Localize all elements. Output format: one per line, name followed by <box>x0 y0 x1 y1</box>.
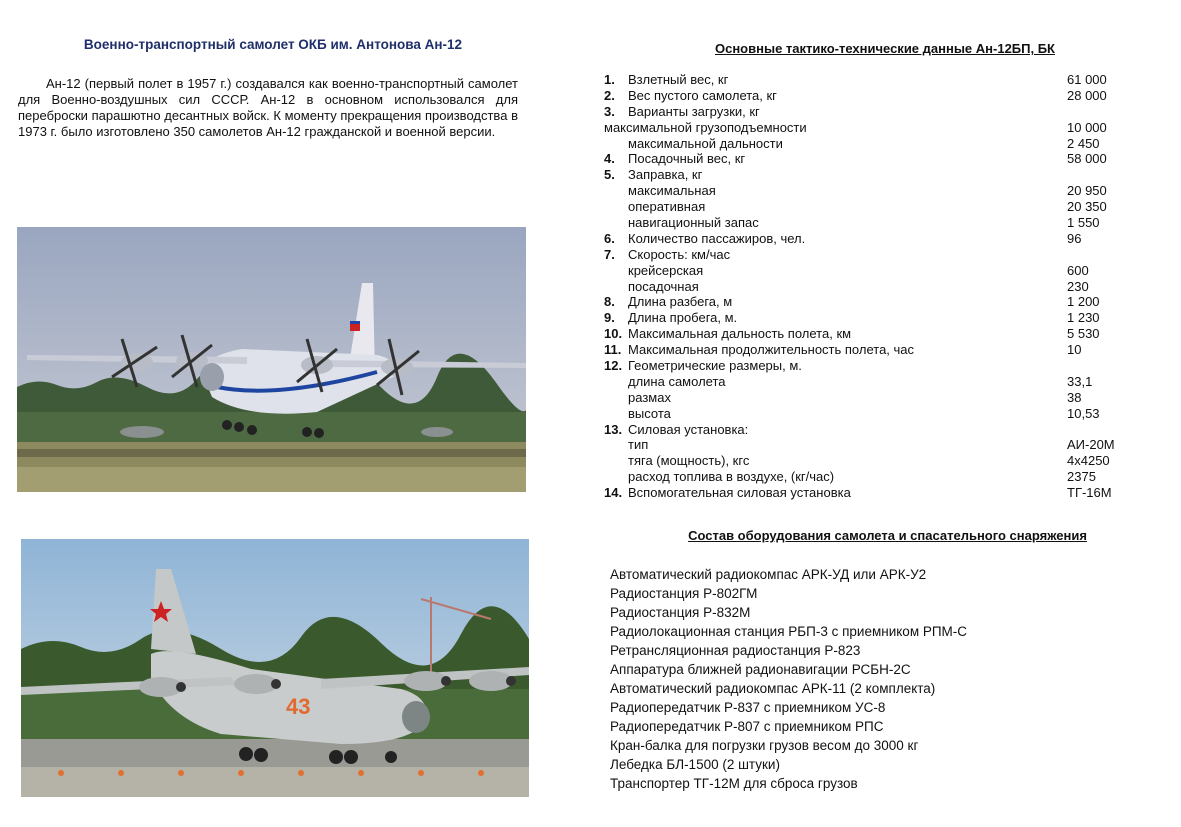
spec-value: 20 350 <box>1067 199 1107 215</box>
intro-paragraph: Ан-12 (первый полет в 1957 г.) создавался как военно-транспортный самолет для Военно-воздушных сил СССР. Ан-12 в основном использовался для переброски парашютно десантных войск. К моменту прекращения производства в 1973 г. было изготовлено 350 самолетов Ан-12 гражданской и военной версии. <box>18 76 518 139</box>
spec-number: 1. <box>604 72 615 87</box>
spec-value: 1 200 <box>1067 294 1100 310</box>
spec-row <box>604 199 1164 215</box>
spec-label: навигационный запас <box>628 215 759 231</box>
spec-number: 5. <box>604 167 615 183</box>
spec-row <box>604 422 1164 438</box>
spec-label: посадочная <box>628 278 699 294</box>
spec-row <box>604 167 1164 183</box>
equipment-item: Радиопередатчик Р-807 с приемником РПС <box>610 719 884 734</box>
spec-number: 4. <box>604 151 615 167</box>
spec-value: 230 <box>1067 278 1089 294</box>
spec-row <box>604 326 1164 342</box>
spec-label: высота <box>628 405 671 421</box>
spec-row <box>604 279 1164 295</box>
spec-label: Длина разбега, м <box>628 294 733 310</box>
spec-row <box>604 469 1164 485</box>
equipment-item: Лебедка БЛ-1500 (2 штуки) <box>610 757 780 772</box>
spec-row <box>604 390 1164 406</box>
equipment-item: Радиостанция Р-832М <box>610 605 751 620</box>
spec-label: Заправка, кг <box>628 167 703 183</box>
spec-value: 58 000 <box>1067 151 1107 167</box>
spec-value: 61 000 <box>1067 72 1107 87</box>
spec-number: 3. <box>604 103 615 119</box>
spec-row <box>604 485 1164 501</box>
equipment-item: Ретрансляционная радиостанция Р-823 <box>610 643 861 658</box>
equipment-item: Автоматический радиокомпас АРК-УД или АРК-У2 <box>610 567 927 582</box>
spec-value: 1 230 <box>1067 310 1100 326</box>
spec-label: максимальной грузоподъемности <box>604 119 807 135</box>
spec-number: 14. <box>604 485 623 501</box>
spec-row <box>604 358 1164 374</box>
spec-value: 20 950 <box>1067 183 1107 199</box>
spec-number: 8. <box>604 294 615 310</box>
spec-label: Геометрические размеры, м. <box>628 358 802 374</box>
spec-value: 1 550 <box>1067 215 1100 231</box>
spec-row <box>604 136 1164 152</box>
spec-label: Вспомогательная силовая установка <box>628 485 851 501</box>
spec-value: 33,1 <box>1067 373 1093 389</box>
spec-label: размах <box>628 389 671 405</box>
equipment-item: Радиопередатчик Р-837 с приемником УС-8 <box>610 700 886 715</box>
spec-value: 96 <box>1067 230 1082 246</box>
spec-row <box>604 374 1164 390</box>
spec-value: 10 <box>1067 342 1082 358</box>
spec-label: крейсерская <box>628 262 704 278</box>
spec-number: 2. <box>604 87 615 103</box>
spec-number: 10. <box>604 326 623 342</box>
spec-row <box>604 294 1164 310</box>
spec-row <box>604 437 1164 453</box>
spec-label: тип <box>628 437 649 453</box>
spec-label: Варианты загрузки, кг <box>628 103 760 119</box>
spec-label: длина самолета <box>628 373 726 389</box>
spec-label: Максимальная продолжительность полета, час <box>628 342 915 358</box>
spec-value: АИ-20М <box>1067 437 1115 453</box>
spec-value: 5 530 <box>1067 326 1100 342</box>
aircraft-photo-icon <box>21 539 529 797</box>
spec-label: тяга (мощность), кгс <box>628 453 750 469</box>
equipment-list <box>610 565 967 793</box>
equipment-title: Состав оборудования самолета и спасательного снаряжения <box>688 528 1087 543</box>
spec-row <box>604 310 1164 326</box>
spec-value: 28 000 <box>1067 87 1107 103</box>
equipment-item: Аппаратура ближней радионавигации РСБН-2С <box>610 662 911 677</box>
spec-value: 10,53 <box>1067 405 1100 421</box>
spec-row <box>604 215 1164 231</box>
spec-row <box>604 183 1164 199</box>
spec-label: Количество пассажиров, чел. <box>628 230 806 246</box>
spec-label: Взлетный вес, кг <box>628 72 729 87</box>
spec-row <box>604 88 1164 104</box>
spec-row <box>604 453 1164 469</box>
specs-list <box>604 72 1164 501</box>
spec-value: 4x4250 <box>1067 453 1110 469</box>
spec-label: Длина пробега, м. <box>628 310 738 326</box>
spec-value: 10 000 <box>1067 119 1107 135</box>
spec-value: ТГ-16М <box>1067 485 1112 501</box>
spec-value: 2375 <box>1067 469 1096 485</box>
equipment-item: Кран-балка для погрузки грузов весом до 3000 кг <box>610 738 919 753</box>
equipment-item: Автоматический радиокомпас АРК-11 (2 комплекта) <box>610 681 936 696</box>
spec-label: Посадочный вес, кг <box>628 151 746 167</box>
equipment-item: Транспортер ТГ-12М для сброса грузов <box>610 776 858 791</box>
spec-row <box>604 247 1164 263</box>
equipment-item: Радиостанция Р-802ГМ <box>610 586 758 601</box>
spec-label: оперативная <box>628 199 706 215</box>
spec-number: 11. <box>604 342 622 358</box>
aircraft-side-number: 43 <box>286 694 311 719</box>
spec-label: максимальной дальности <box>628 135 783 151</box>
spec-label: Максимальная дальность полета, км <box>628 326 852 342</box>
spec-number: 6. <box>604 230 615 246</box>
spec-label: Силовая установка: <box>628 421 749 437</box>
specs-title: Основные тактико-технические данные Ан-12БП, БК <box>714 41 1055 56</box>
spec-number: 9. <box>604 310 615 326</box>
spec-number: 7. <box>604 246 615 262</box>
spec-row <box>604 406 1164 422</box>
spec-number: 12. <box>604 358 623 374</box>
aircraft-photo-parked <box>21 539 529 797</box>
spec-value: 38 <box>1067 389 1082 405</box>
spec-row <box>604 151 1164 167</box>
aircraft-photo-landing <box>17 227 526 492</box>
aircraft-photo-icon <box>17 227 526 492</box>
spec-label: Вес пустого самолета, кг <box>628 87 777 103</box>
spec-row <box>604 231 1164 247</box>
spec-row <box>604 72 1164 88</box>
spec-label: максимальная <box>628 183 716 199</box>
spec-label: расход топлива в воздухе, (кг/час) <box>628 469 835 485</box>
spec-label: Скорость: км/час <box>628 246 731 262</box>
left-title: Военно-транспортный самолет ОКБ им. Антонова Ан-12 <box>83 37 463 52</box>
spec-value: 2 450 <box>1067 135 1100 151</box>
spec-number: 13. <box>604 421 623 437</box>
spec-value: 600 <box>1067 262 1089 278</box>
spec-row <box>604 342 1164 358</box>
spec-row <box>604 104 1164 120</box>
spec-row <box>604 120 1164 136</box>
equipment-item: Радиолокационная станция РБП-3 с приемником РПМ-С <box>610 624 968 639</box>
spec-row <box>604 263 1164 279</box>
